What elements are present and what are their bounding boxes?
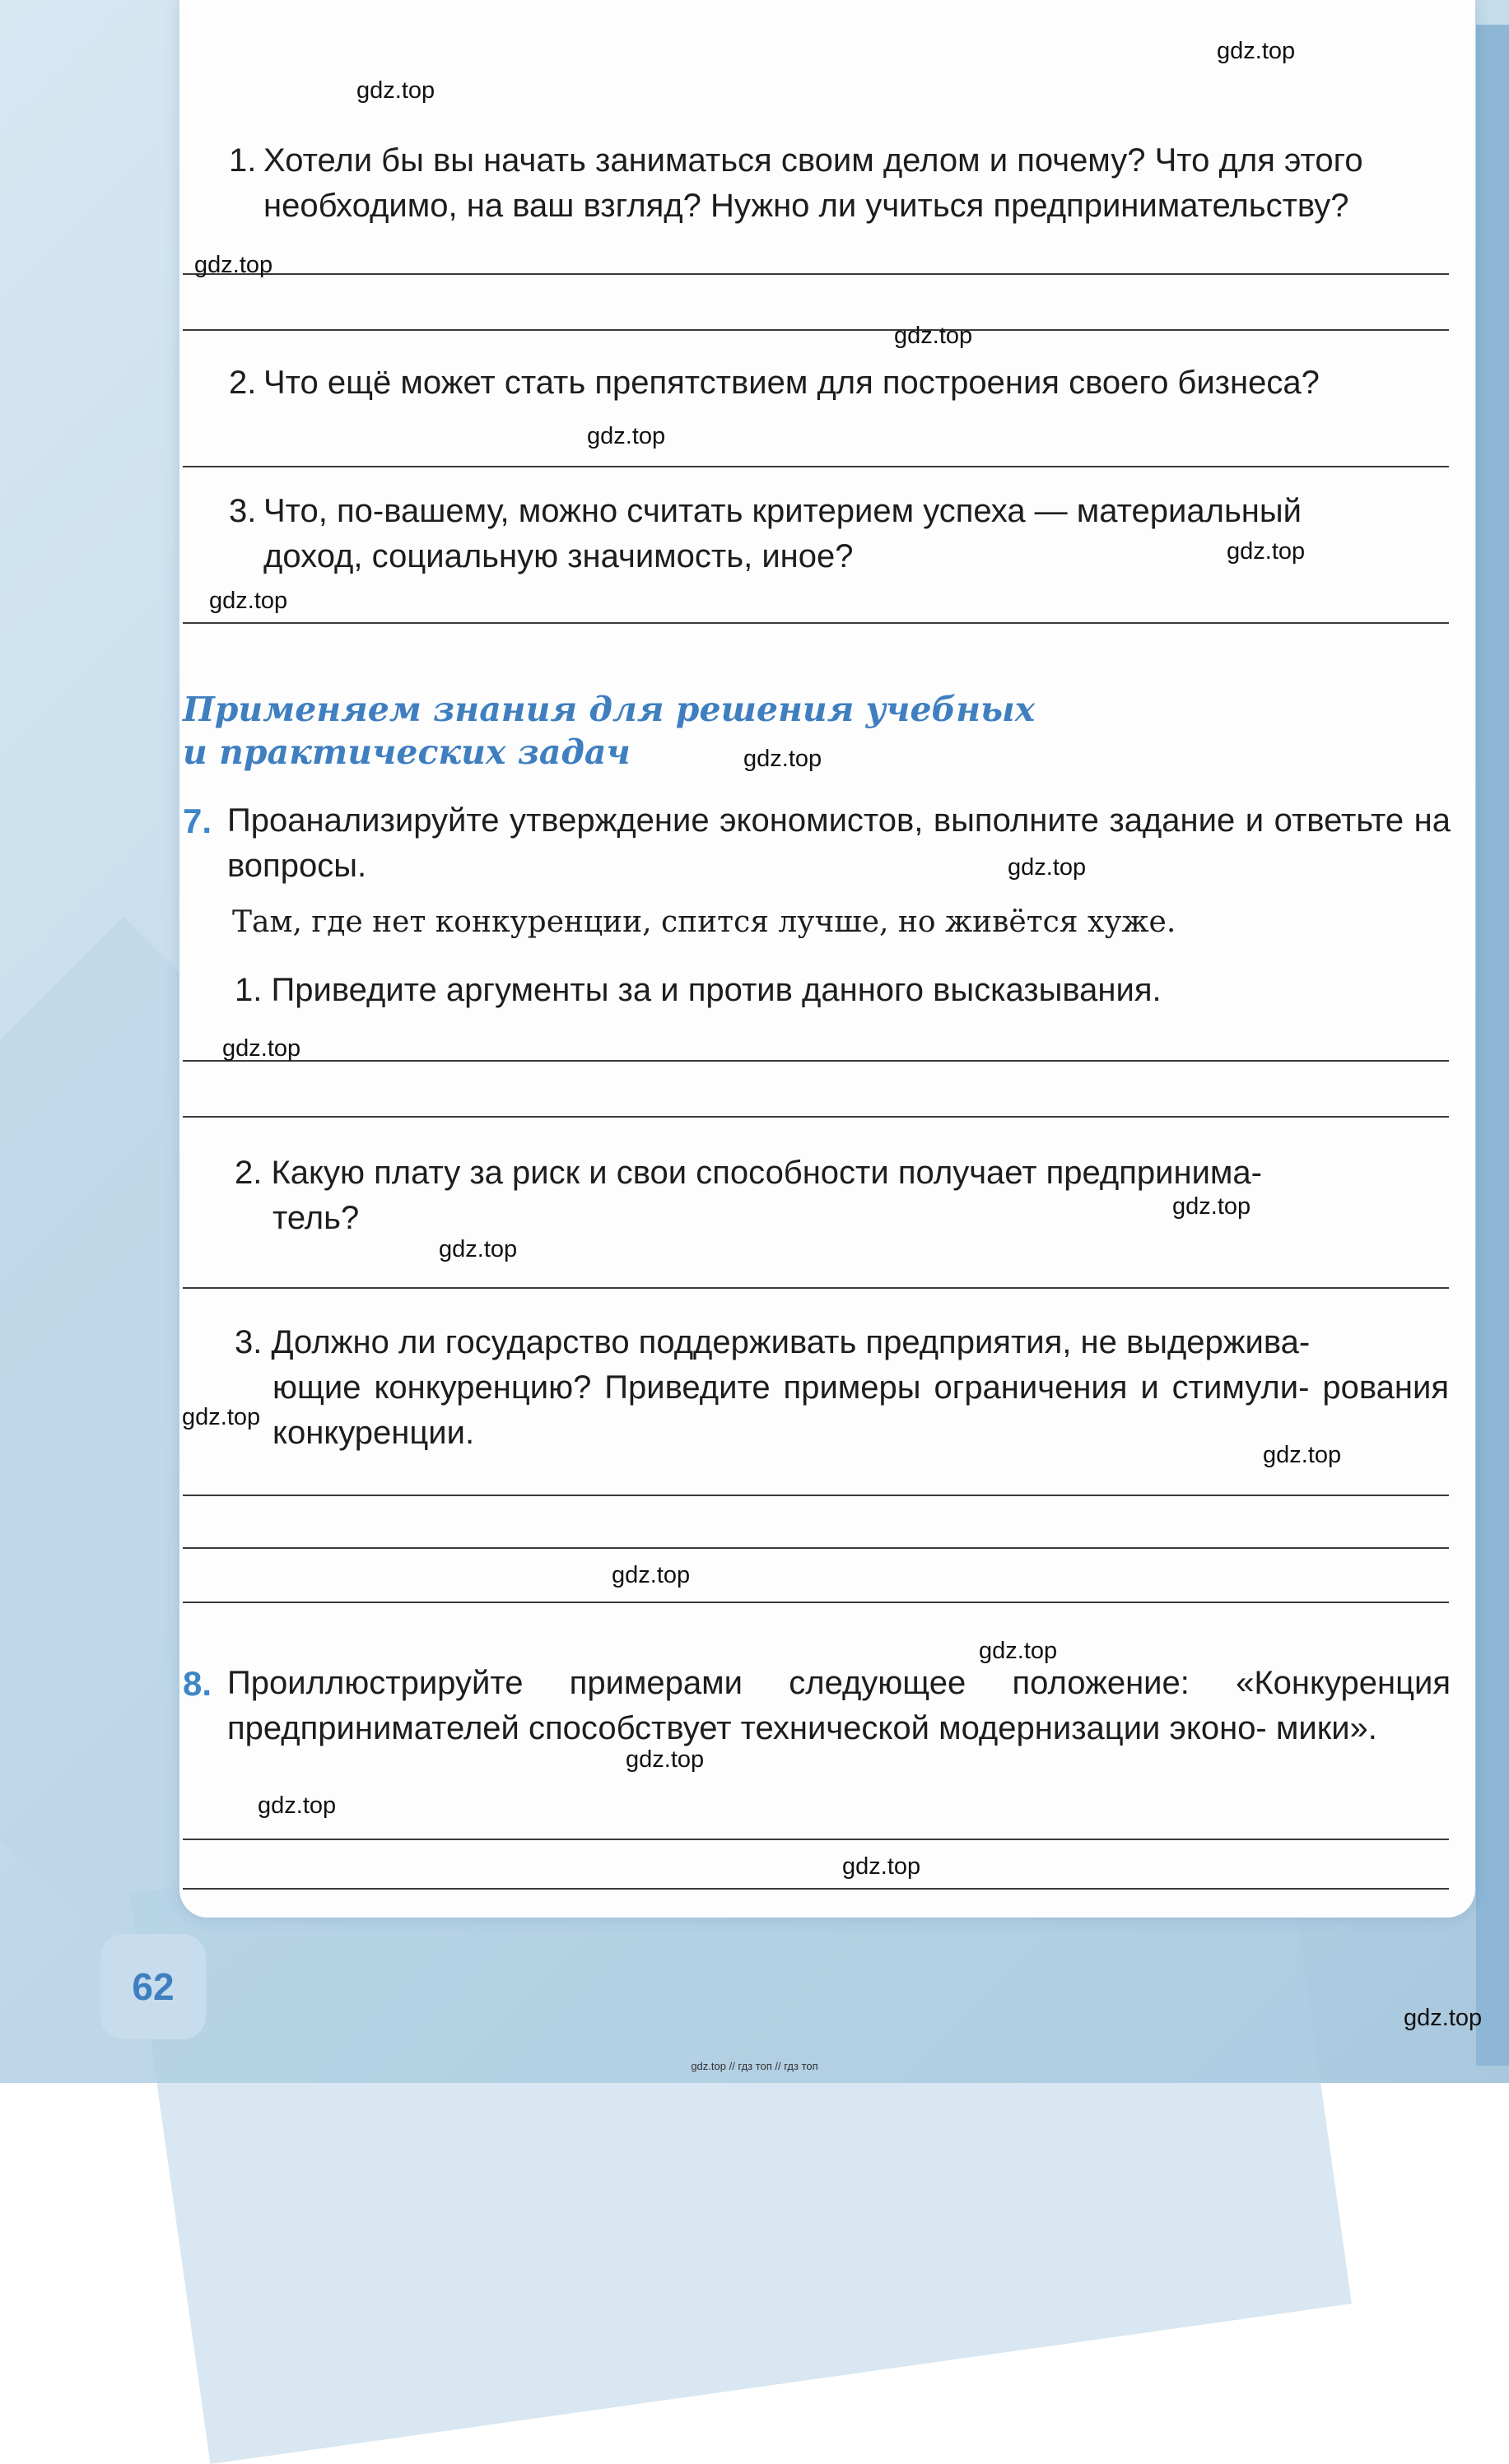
task-text: Проиллюстрируйте примерами следующее положение: «Конкуренция предпринимателей способствует технической модернизации эконо- мики». <box>227 1665 1451 1746</box>
question-number: 2. <box>235 1155 263 1191</box>
watermark: gdz.top <box>612 1562 691 1588</box>
watermark: gdz.top <box>1172 1193 1251 1220</box>
footer-note: gdz.top // гдз топ // гдз топ <box>691 2060 818 2072</box>
task-number: 8. <box>183 1664 212 1703</box>
answer-line <box>183 1888 1449 1890</box>
question-1 <box>229 138 1447 229</box>
answer-line <box>183 1839 1449 1840</box>
watermark: gdz.top <box>587 423 666 449</box>
economist-quote: Там, где нет конкуренции, спится лучше, но живётся хуже. <box>232 905 1176 939</box>
watermark: gdz.top <box>1008 854 1087 881</box>
question-text-continued: необходимо, на ваш взгляд? Нужно ли учиться предпринимательству? <box>263 188 1349 224</box>
answer-line <box>183 1116 1449 1118</box>
question-text-continued: доход, социальную значимость, иное? <box>263 538 854 574</box>
watermark: gdz.top <box>979 1638 1058 1664</box>
watermark: gdz.top <box>356 77 435 104</box>
task-7-question-3 <box>235 1320 1449 1456</box>
question-number: 3. <box>229 493 257 529</box>
answer-line <box>183 1287 1449 1289</box>
question-text: Хотели бы вы начать заниматься своим делом и почему? Что для этого <box>263 142 1363 179</box>
task-number: 7. <box>183 802 212 840</box>
section-title <box>183 688 1171 774</box>
watermark: gdz.top <box>842 1853 921 1880</box>
section-title-line: Применяем знания для решения учебных <box>183 690 1036 729</box>
watermark: gdz.top <box>626 1746 705 1773</box>
task-7-question-1 <box>235 968 1449 1013</box>
answer-line <box>183 1602 1449 1603</box>
watermark: gdz.top <box>1227 538 1306 565</box>
answer-line <box>183 466 1449 467</box>
question-number: 1. <box>229 142 257 179</box>
page-number: 62 <box>100 1934 206 2039</box>
answer-line <box>183 273 1449 275</box>
watermark: gdz.top <box>1404 2005 1483 2031</box>
task-7 <box>183 798 1451 889</box>
question-text: Должно ли государство поддерживать предприятия, не выдержива- <box>271 1324 1311 1360</box>
watermark: gdz.top <box>894 323 973 349</box>
book-edge <box>1476 25 1509 2066</box>
question-3 <box>229 489 1447 579</box>
question-text: Что, по-вашему, можно считать критерием успеха — материальный <box>263 493 1302 529</box>
watermark: gdz.top <box>439 1236 518 1262</box>
watermark: gdz.top <box>194 252 273 278</box>
task-8 <box>183 1661 1451 1751</box>
question-2 <box>229 360 1447 406</box>
answer-line <box>183 1547 1449 1549</box>
answer-line <box>183 1060 1449 1062</box>
question-number: 2. <box>229 365 257 401</box>
question-text-continued: тель? <box>272 1200 360 1236</box>
answer-line <box>183 329 1449 331</box>
watermark: gdz.top <box>209 588 288 614</box>
question-number: 1. <box>235 972 263 1008</box>
watermark: gdz.top <box>182 1404 261 1430</box>
watermark: gdz.top <box>222 1035 301 1062</box>
question-text: Приведите аргументы за и против данного высказывания. <box>271 972 1162 1008</box>
question-number: 3. <box>235 1324 263 1360</box>
workbook-page <box>179 0 1475 1918</box>
watermark: gdz.top <box>743 746 822 772</box>
question-text-continued: ющие конкуренцию? Приведите примеры ограничения и стимули- рования конкуренции. <box>272 1369 1449 1451</box>
watermark: gdz.top <box>258 1792 337 1819</box>
task-7-question-2 <box>235 1151 1449 1241</box>
answer-line <box>183 622 1449 624</box>
answer-line <box>183 1495 1449 1496</box>
task-text: Проанализируйте утверждение экономистов, выполните задание и ответьте на вопросы. <box>227 802 1451 884</box>
watermark: gdz.top <box>1263 1442 1342 1468</box>
question-text: Какую плату за риск и свои способности получает предпринима- <box>271 1155 1262 1191</box>
watermark: gdz.top <box>1217 38 1296 64</box>
section-title-line: и практических задач <box>183 732 631 772</box>
question-text: Что ещё может стать препятствием для построения своего бизнеса? <box>263 365 1320 401</box>
